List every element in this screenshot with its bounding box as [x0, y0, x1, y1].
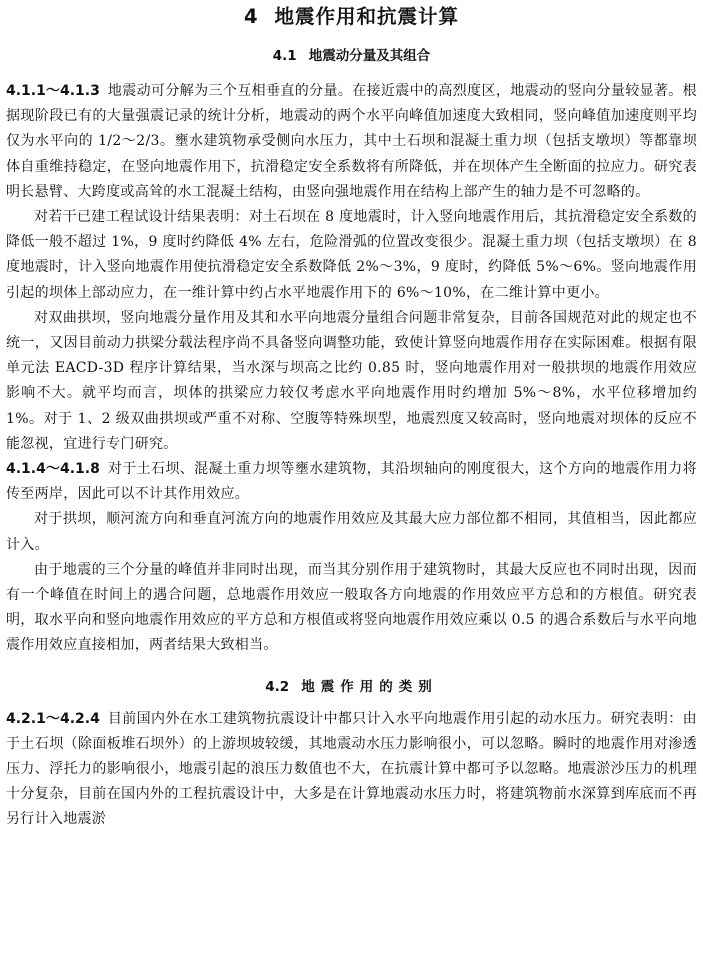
paragraph-text: 目前国内外在水工建筑物抗震设计中都只计入水平向地震作用引起的动水压力。研究表明：由于土石坝（除面板堆石坝外）的上游坝坡较缓，其地震动水压力影响很小，可以忽略。瞬时的地震作用对渗透压力、浮托力的影响很小，地震引起的浪压力数值也不大，在抗震计算中都可予以忽略。地震淤沙压力的机理十分复杂，目前在国内外的工程抗震设计中，大多是在计算地震动水压力时，将建筑物前水深算到库底而不再另行计入地震淤 — [6, 710, 697, 828]
clause-number: 4.1.4～4.1.8 — [6, 461, 100, 478]
paragraph-4-1-4 — [6, 457, 697, 507]
paragraph-text: 对于拱坝，顺河流方向和垂直河流方向的地震作用效应及其最大应力部位都不相同，其值相当，因此都应计入。 — [6, 511, 697, 553]
paragraph-4-1-1-b — [6, 205, 697, 306]
paragraph-4-1-4-b — [6, 507, 697, 557]
paragraph-text: 对于土石坝、混凝土重力坝等壅水建筑物，其沿坝轴向的刚度很大，这个方向的地震作用力将传至两岸，因此可以不计其作用效应。 — [6, 461, 697, 503]
document-page — [6, 4, 697, 833]
clause-number: 4.1.1～4.1.3 — [6, 83, 100, 99]
section-number: 4.1 — [272, 48, 297, 64]
paragraph-text: 对若干已建工程试设计结果表明：对土石坝在 8 度地震时，计入竖向地震作用后，其抗滑稳定安全系数的降低一般不超过 1%，9 度时约降低 4% 左右，危险滑弧的位置改变很少。混凝土重力坝（包括支墩坝）在 8 度地震时，计入竖向地震作用使抗滑稳定安全系数降低 2%～3%，9 度时，约降低 5%～6%。竖向地震作用引起的坝体上部动应力，在一维计算中约占水平地震作用下的 6%～10%，在二维计算中更小。 — [6, 209, 697, 301]
chapter-title — [6, 4, 697, 30]
section-title-4-2 — [6, 677, 697, 697]
section-title-text: 地震作用的类别 — [301, 678, 438, 695]
paragraph-4-1-4-c — [6, 558, 697, 659]
chapter-number: 4 — [243, 5, 259, 28]
paragraph-text: 由于地震的三个分量的峰值并非同时出现，而当其分别作用于建筑物时，其最大反应也不同时出现，因而有一个峰值在时间上的遇合问题，总地震作用效应一般取各方向地震的作用效应平方总和的方根值。研究表明，取水平向和竖向地震作用效应的平方总和方根值或将竖向地震作用效应乘以 0.5 的遇合系数后与水平向地震作用效应直接相加，两者结果大致相当。 — [6, 561, 697, 654]
paragraph-4-1-1 — [6, 79, 697, 205]
paragraph-4-2-1 — [6, 707, 697, 833]
chapter-title-text: 地震作用和抗震计算 — [274, 5, 460, 28]
section-title-text: 地震动分量及其组合 — [308, 48, 431, 64]
paragraph-4-1-1-c — [6, 306, 697, 457]
clause-number: 4.2.1～4.2.4 — [6, 710, 100, 727]
section-number: 4.2 — [265, 678, 290, 695]
section-title-4-1 — [6, 46, 697, 66]
paragraph-text: 地震动可分解为三个互相垂直的分量。在接近震中的高烈度区，地震动的竖向分量较显著。根据现阶段已有的大量强震记录的统计分析，地震动的两个水平向峰值加速度大致相同，竖向峰值加速度则平均仅为水平向的 1/2～2/3。壅水建筑物承受侧向水压力，其中土石坝和混凝土重力坝（包括支墩坝）等都靠坝体自重维持稳定，在竖向地震作用下，抗滑稳定安全系数将有所降低，并在坝体产生全断面的拉应力。研究表明长悬臂、大跨度或高耸的水工混凝土结构，由竖向强地震作用在结构上部产生的轴力是不可忽略的。 — [6, 83, 697, 200]
paragraph-text: 对双曲拱坝，竖向地震分量作用及其和水平向地震分量组合问题非常复杂，目前各国规范对此的规定也不统一，又因目前动力拱梁分载法程序尚不具备竖向调整功能，致使计算竖向地震作用存在实际困难。根据有限单元法 EACD-3D 程序计算结果，当水深与坝高之比约 0.85 时，竖向地震作用对一般拱坝的地震作用效应影响不大。就平均而言，坝体的拱梁应力较仅考虑水平向地震作用时约增加 5%～8%，水平位移增加约 1%。对于 1、2 级双曲拱坝或严重不对称、空腹等特殊坝型，地震烈度又较高时，竖向地震对坝体的反应不能忽视，宜进行专门研究。 — [6, 309, 697, 452]
